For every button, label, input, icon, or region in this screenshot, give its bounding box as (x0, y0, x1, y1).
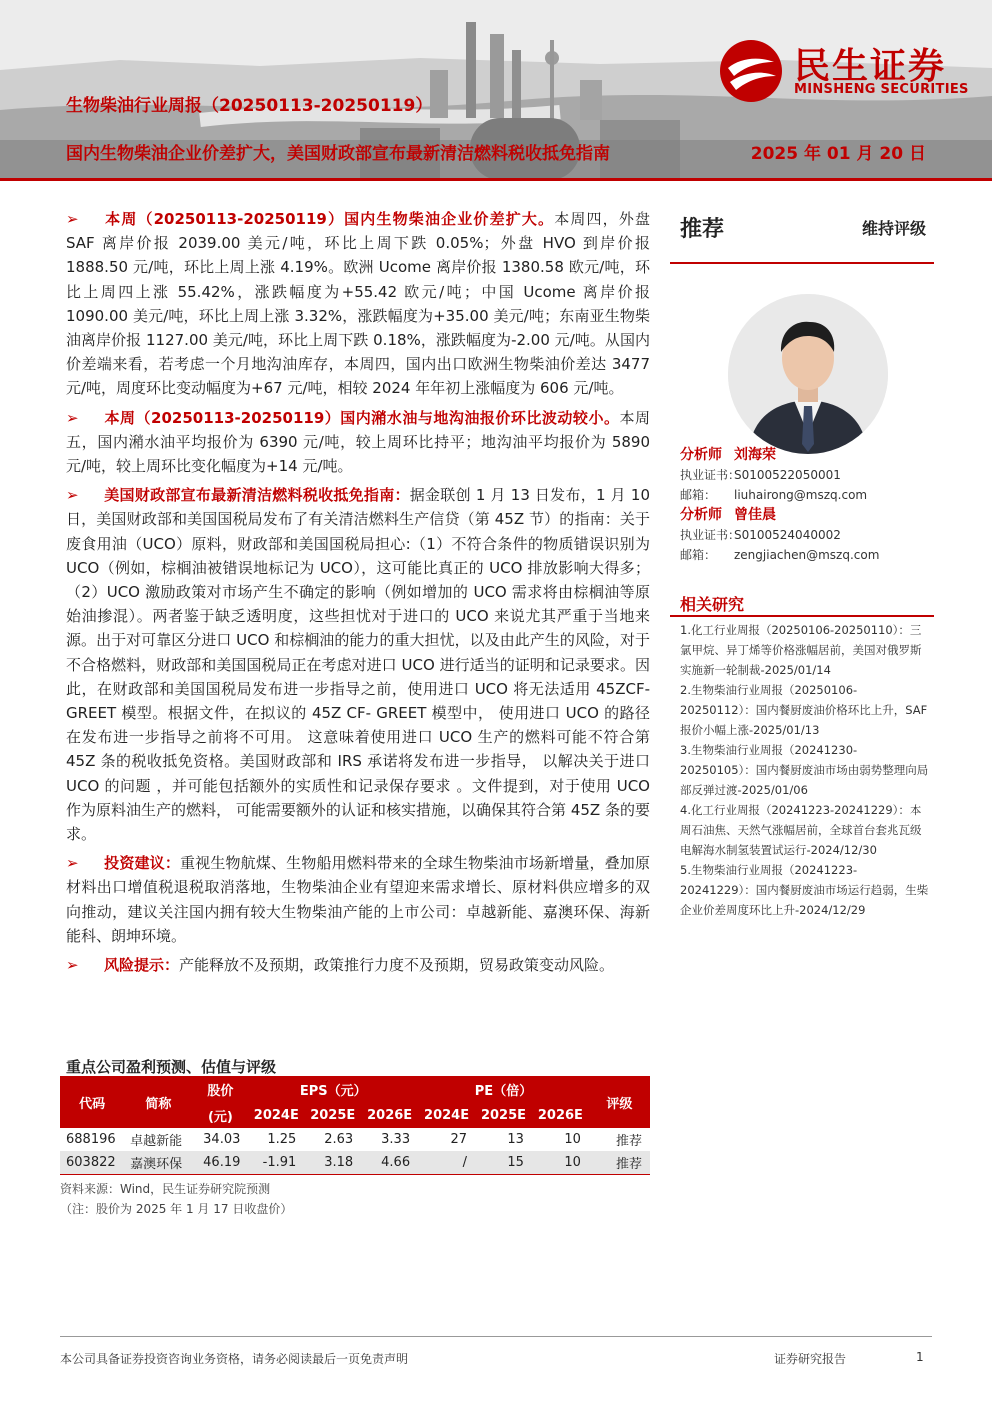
header-code: 代码 (60, 1076, 124, 1128)
paragraph-lead: 风险提示： (104, 956, 180, 975)
paragraph-text: 产能释放不及预期，政策推行力度不及预期，贸易政策变动风险。 (179, 956, 615, 975)
analyst-role: 分析师 (680, 447, 722, 463)
table-source: 资料来源：Wind，民生证券研究院预测 (60, 1182, 271, 1196)
bullet-arrow-icon: ➢ (66, 486, 79, 505)
related-research-item[interactable]: 2.生物柴油行业周报（20250106-20250112）：国内餐厨废油价格环比上升，SAF 报价小幅上涨-2025/01/13 (680, 683, 928, 737)
cell-name: 卓越新能 (130, 1134, 183, 1149)
email-label: 邮箱： (680, 548, 717, 562)
bullet-arrow-icon: ➢ (66, 408, 79, 427)
paragraph-lead: 本周（20250113-20250119）国内生物柴油企业价差扩大。 (104, 210, 555, 228)
summary-paragraph (66, 207, 650, 401)
paragraph-text: 本周五，国内潲水油平均报价为 6390 元/吨，较上周环比持平；地沟油平均报价为 5890 元/吨，较上周环比变化幅度为+14 元/吨。 (66, 408, 650, 476)
summary-paragraph (66, 406, 650, 479)
cell-rating: 推荐 (589, 1151, 650, 1174)
report-subtitle: 国内生物柴油企业价差扩大，美国财政部宣布最新清洁燃料税收抵免指南 (66, 144, 610, 164)
summary-paragraph (66, 483, 650, 846)
paragraph-text: 据金联创 1 月 13 日发布，1 月 10 日，美国财政部和美国国税局发布了有关清洁燃料生产信贷（第 45Z 节）的指南：关于废食用油（UCO）原料，财政部和美国国税局担心:（1）不符合条件的物质错误识别为 UCO（例如，棕榈油被错误地标记为 UCO），这可能比真正的 UCO 排放影响大得多；（2）UCO 激励政策对市场产生不确定的影响（例如增加的 UCO 需求将由棕榈油等原始油掺混）。两者鉴于缺乏透明度，这些担忧对于进口的 UCO 来说尤其严重于当地来源。出于对可靠区分进口 UCO 和棕榈油的能力的重大担忧，以及由此产生的风险，对于不合格燃料，财政部和美国国税局正在考虑对进口 UCO 进行适当的证明和记录要求。因此，在财政部和美国国税局发布进一步指导之前，使用进口 UCO 将无法适用 45ZCF-GREET 模型。根据文件，在拟议的 45Z CF- GREET 模型中， 使用进口 UCO 的路径在发布进一步指导之前将不可用。 这意味着使用进口 UCO 生产的燃料可能不符合第 45Z 条的税收抵免资格。美国财政部和 IRS 承诺将发布进一步指导， 以解决关于进口 UCO 的问题 ，并可能包括额外的实质性和记录保存要求 。文件提到，对于使用 UCO 作为原料油生产的燃料， 可能需要额外的认证和核实措施，以确保其符合第 45Z 条的要求。 (66, 486, 650, 844)
related-divider (670, 615, 934, 617)
cert-label: 执业证书： (680, 468, 741, 482)
cell-pe-2025: 13 (507, 1132, 524, 1147)
header-price-unit: (元) (192, 1102, 248, 1128)
analyst-name: 刘海荣 (734, 447, 776, 463)
cell-price: 46.19 (192, 1151, 248, 1174)
cell-eps-2026: 4.66 (361, 1151, 418, 1174)
table-row (60, 1128, 650, 1151)
cell-code: 603822 (60, 1151, 124, 1174)
cell-price: 34.03 (203, 1132, 241, 1147)
related-research-item[interactable]: 3.生物柴油行业周报（20241230-20250105）：国内餐厨废油市场由弱势整理向局部反弹过渡-2025/01/06 (680, 743, 929, 797)
header-pe-2026: 2026E (532, 1102, 589, 1128)
weekly-report-title: 生物柴油行业周报（20250113-20250119） (66, 96, 433, 116)
analyst-email-row (680, 546, 879, 563)
analyst-name-row (680, 504, 776, 524)
cell-eps-2024: 1.25 (267, 1132, 297, 1147)
rating-box (670, 200, 934, 264)
header-eps-2025: 2025E (304, 1102, 361, 1128)
minsheng-logo (718, 36, 968, 106)
bullet-arrow-icon: ➢ (66, 854, 79, 873)
cert-label: 执业证书： (680, 528, 741, 542)
header-price: 股价 (192, 1076, 248, 1102)
logo-mark-icon (718, 38, 784, 104)
analyst-email-link[interactable]: zengjiachen@mszq.com (734, 548, 880, 562)
logo-cn-text: 民生证券 (794, 46, 947, 87)
analyst-cert-row (680, 526, 841, 543)
related-research-item[interactable]: 4.化工行业周报（20241223-20241229）：本周石油焦、天然气涨幅居前，全球首台套兆瓦级电解海水制氢装置试运行-2024/12/30 (680, 803, 922, 857)
rating-status: 维持评级 (861, 219, 926, 238)
related-research-item[interactable]: 5.生物柴油行业周报（20241223-20241229）：国内餐厨废油市场运行趋弱，生柴企业价差周度环比上升-2024/12/29 (680, 863, 929, 917)
footer-report-type: 证券研究报告 (774, 1352, 847, 1366)
header-pe-2025: 2025E (475, 1102, 532, 1128)
header-divider (0, 178, 992, 181)
header-pe: PE（倍） (418, 1076, 589, 1102)
analyst-email-link[interactable]: liuhairong@mszq.com (734, 488, 868, 502)
cell-rating: 推荐 (615, 1134, 642, 1149)
paragraph-lead: 美国财政部宣布最新清洁燃料税收抵免指南： (104, 486, 410, 505)
report-header (0, 0, 992, 180)
analyst-name-row (680, 444, 776, 464)
analyst-email-row (680, 486, 867, 503)
cell-pe-2026: 10 (532, 1151, 589, 1174)
bullet-arrow-icon: ➢ (66, 210, 79, 228)
paragraph-lead: 本周（20250113-20250119）国内潲水油与地沟油报价环比波动较小。 (104, 408, 620, 427)
cell-eps-2026: 3.33 (381, 1132, 411, 1147)
table-row (60, 1151, 650, 1174)
rating-label: 推荐 (680, 217, 725, 242)
header-rating: 评级 (589, 1076, 650, 1128)
table-title: 重点公司盈利预测、估值与评级 (66, 1058, 277, 1076)
email-label: 邮箱： (680, 488, 717, 502)
page-number: 1 (916, 1350, 924, 1364)
header-eps: EPS（元） (248, 1076, 418, 1102)
paragraph-text: 本周四，外盘 SAF 离岸价报 2039.00 美元/吨，环比上周下跌 0.05%；外盘 HVO 到岸价报 1888.50 元/吨，环比上周上涨 4.19%。欧洲 Ucome 离岸价报 1380.58 欧元/吨，环比上周四上涨 55.42%，涨跌幅度为+55.42 欧元/吨；中国 Ucome 离岸价报 1090.00 美元/吨，环比上周上涨 3.32%，涨跌幅度为+35.00 美元/吨；东南亚生物柴油离岸价报 1127.00 美元/吨，环比上周下跌 0.18%，涨跌幅度为-2.00 元/吨。从国内价差端来看，若考虑一个月地沟油库存，本周四，国内出口欧洲生物柴油价差达 3477 元/吨，周度环比变动幅度为+67 元/吨，相较 2024 年年初上涨幅度为 606 元/吨。 (66, 210, 650, 398)
header-name: 简称 (124, 1076, 192, 1128)
paragraph-text: 重视生物航煤、生物船用燃料带来的全球生物柴油市场新增量，叠加原材料出口增值税退税取消落地，生物柴油企业有望迎来需求增长、原材料供应增多的双向推动，建议关注国内拥有较大生物柴油产能的上市公司：卓越新能、嘉澳环保、海新能科、朗坤环境。 (66, 854, 650, 945)
cell-pe-2024: / (418, 1151, 475, 1174)
cell-eps-2025: 3.18 (304, 1151, 361, 1174)
cell-pe-2026: 10 (564, 1132, 581, 1147)
footer-disclaimer: 本公司具备证券投资咨询业务资格，请务必阅读最后一页免责声明 (60, 1352, 409, 1366)
bullet-arrow-icon: ➢ (66, 956, 79, 975)
cert-number: S0100524040002 (734, 528, 841, 542)
summary-paragraph (66, 851, 650, 948)
analyst-cert-row (680, 466, 841, 483)
cell-pe-2024: 27 (450, 1132, 468, 1147)
cell-code: 688196 (66, 1132, 116, 1147)
cell-pe-2025: 15 (475, 1151, 532, 1174)
cell-eps-2024: -1.91 (248, 1151, 304, 1174)
related-research-title: 相关研究 (680, 595, 745, 614)
analyst-role: 分析师 (680, 507, 722, 523)
cell-name: 嘉澳环保 (124, 1151, 192, 1174)
main-content (66, 207, 650, 982)
analyst-photo (728, 294, 888, 454)
valuation-table (60, 1076, 650, 1175)
related-research-list (680, 620, 932, 920)
report-date: 2025 年 01 月 20 日 (750, 144, 926, 164)
table-note: （注：股价为 2025 年 1 月 17 日收盘价） (60, 1202, 293, 1216)
summary-paragraph (66, 953, 650, 977)
related-research-item[interactable]: 1.化工行业周报（20250106-20250110）：三氯甲烷、异丁烯等价格涨幅居前，美国对俄罗斯实施新一轮制裁-2025/01/14 (680, 623, 922, 677)
footer-divider (60, 1336, 932, 1337)
analyst-name: 曾佳晨 (734, 507, 776, 523)
analyst-portrait-icon (728, 294, 888, 454)
header-eps-2024: 2024E (248, 1102, 304, 1128)
logo-en-text: MINSHENG SECURITIES (794, 82, 969, 97)
cert-number: S0100522050001 (734, 468, 841, 482)
cell-eps-2025: 2.63 (324, 1132, 354, 1147)
header-eps-2026: 2026E (361, 1102, 418, 1128)
paragraph-lead: 投资建议： (104, 854, 180, 873)
header-pe-2024: 2024E (418, 1102, 475, 1128)
